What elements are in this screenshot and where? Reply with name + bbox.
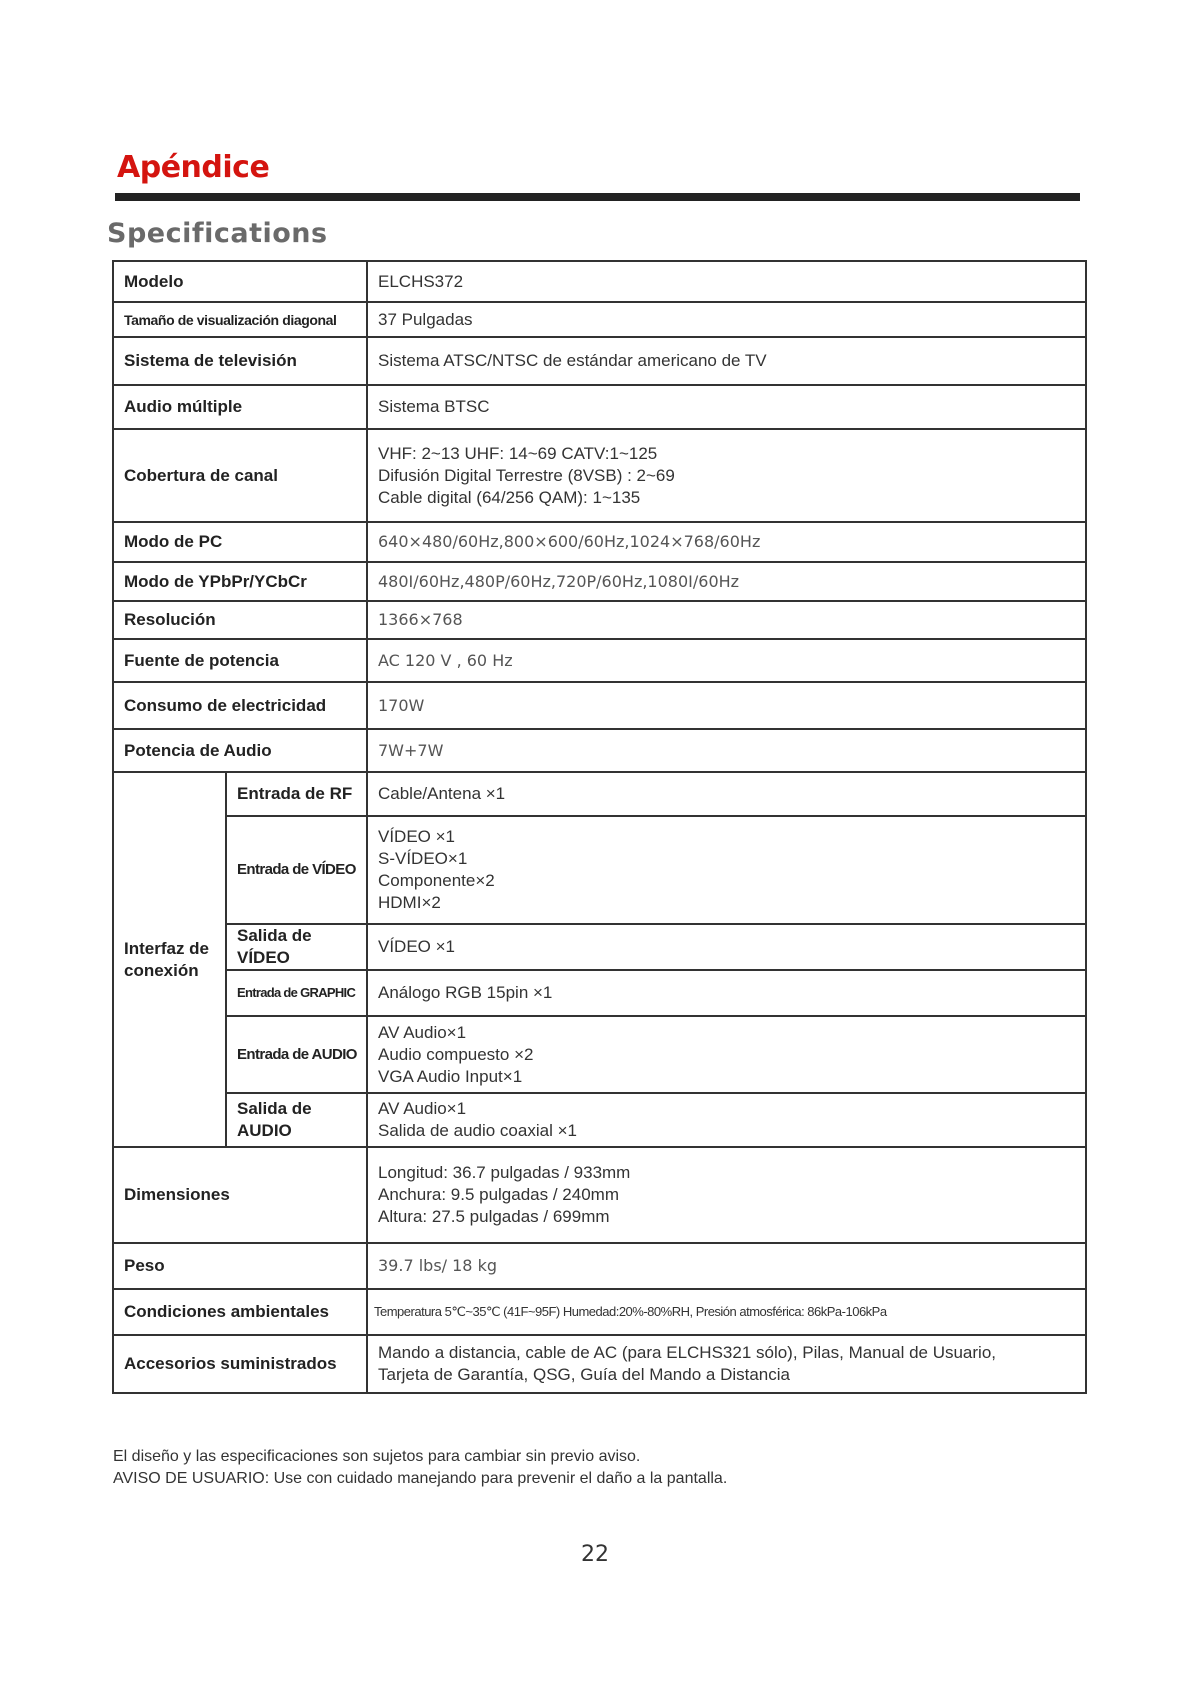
- table-row: [113, 1335, 1086, 1393]
- table-row: [113, 1147, 1086, 1243]
- table-row: [113, 385, 1086, 429]
- value-line: Salida de audio coaxial ×1: [378, 1121, 577, 1140]
- spec-value: 1366×768: [367, 601, 1086, 639]
- value-line: VHF: 2~13 UHF: 14~69 CATV:1~125: [378, 443, 658, 463]
- spec-sublabel: Salida de AUDIO: [226, 1093, 367, 1147]
- value-line: Mando a distancia, cable de AC (para ELCHS321 sólo), Pilas, Manual de Usuario,: [378, 1343, 997, 1362]
- value-line: Anchura: 9.5 pulgadas / 240mm: [378, 1185, 619, 1204]
- spec-label: Potencia de Audio: [113, 729, 367, 772]
- table-row: [113, 261, 1086, 302]
- interfaz-label-line: conexión: [124, 960, 199, 980]
- table-row: [113, 601, 1086, 639]
- interfaz-label-line: Interfaz de: [124, 938, 210, 958]
- spec-value: 640×480/60Hz,800×600/60Hz,1024×768/60Hz: [367, 522, 1086, 562]
- spec-value: [367, 1335, 1086, 1393]
- spec-label: Sistema de televisión: [113, 337, 367, 385]
- spec-value: Temperatura 5℃~35℃ (41F~95F) Humedad:20%-80%RH, Presión atmosférica: 86kPa-106kPa: [367, 1289, 1086, 1335]
- spec-value: 170W: [367, 682, 1086, 729]
- spec-label-interfaz: [113, 772, 226, 1147]
- value-line: S-VÍDEO×1: [378, 849, 468, 868]
- spec-value: [367, 429, 1086, 522]
- spec-label: Dimensiones: [113, 1147, 367, 1243]
- value-line: Altura: 27.5 pulgadas / 699mm: [378, 1207, 610, 1226]
- table-row: [113, 302, 1086, 337]
- spec-value: 480I/60Hz,480P/60Hz,720P/60Hz,1080I/60Hz: [367, 562, 1086, 601]
- value-line: Cable digital (64/256 QAM): 1~135: [378, 487, 641, 507]
- page-title: Apéndice: [117, 150, 270, 185]
- table-row: [113, 337, 1086, 385]
- value-line: VGA Audio Input×1: [378, 1066, 523, 1086]
- footnote: [113, 1446, 727, 1490]
- value-line: Componente×2: [378, 871, 495, 890]
- value-line: Audio compuesto ×2: [378, 1044, 534, 1064]
- page-number: 22: [581, 1542, 609, 1567]
- value-line: Tarjeta de Garantía, QSG, Guía del Mando a Distancia: [378, 1365, 790, 1384]
- table-row: [113, 970, 1086, 1016]
- spec-value: ELCHS372: [367, 261, 1086, 302]
- table-row: [113, 1016, 1086, 1093]
- value-line: Análogo RGB 15pin ×1: [378, 983, 553, 1002]
- spec-sublabel: Entrada de AUDIO: [226, 1016, 367, 1093]
- section-subtitle: Specifications: [107, 218, 328, 249]
- spec-label: Resolución: [113, 601, 367, 639]
- value-line: VÍDEO ×1: [378, 937, 456, 956]
- table-row: [113, 729, 1086, 772]
- value-line: Difusión Digital Terrestre (8VSB) : 2~69: [378, 465, 675, 485]
- footnote-line: El diseño y las especificaciones son sujetos para cambiar sin previo aviso.: [113, 1448, 641, 1465]
- spec-value: Sistema ATSC/NTSC de estándar americano de TV: [367, 337, 1086, 385]
- spec-label: Fuente de potencia: [113, 639, 367, 682]
- spec-value: [367, 1016, 1086, 1093]
- value-line: Longitud: 36.7 pulgadas / 933mm: [378, 1163, 631, 1182]
- spec-sublabel: Entrada de VÍDEO: [226, 816, 367, 924]
- footnote-line: AVISO DE USUARIO: Use con cuidado manejando para prevenir el daño a la pantalla.: [113, 1470, 728, 1487]
- table-row: [113, 816, 1086, 924]
- spec-sublabel: Salida de VÍDEO: [226, 924, 367, 970]
- title-divider: [115, 193, 1080, 201]
- value-line: VÍDEO ×1: [378, 827, 456, 846]
- spec-label: Condiciones ambientales: [113, 1289, 367, 1335]
- table-row: [113, 562, 1086, 601]
- spec-value: [367, 924, 1086, 970]
- spec-label: Cobertura de canal: [113, 429, 367, 522]
- spec-value: [367, 1093, 1086, 1147]
- value-line: AV Audio×1: [378, 1022, 467, 1042]
- spec-value: [367, 816, 1086, 924]
- spec-label: Modo de PC: [113, 522, 367, 562]
- value-line: HDMI×2: [378, 893, 441, 912]
- table-row: [113, 682, 1086, 729]
- table-row: [113, 924, 1086, 970]
- spec-label: Peso: [113, 1243, 367, 1289]
- table-row: [113, 429, 1086, 522]
- spec-sublabel: Entrada de GRAPHIC: [226, 970, 367, 1016]
- spec-label: Tamaño de visualización diagonal: [113, 302, 367, 337]
- spec-label: Modelo: [113, 261, 367, 302]
- spec-sublabel: Entrada de RF: [226, 772, 367, 816]
- spec-label: Consumo de electricidad: [113, 682, 367, 729]
- spec-value: 39.7 lbs/ 18 kg: [367, 1243, 1086, 1289]
- spec-value: Sistema BTSC: [367, 385, 1086, 429]
- value-line: AV Audio×1: [378, 1099, 467, 1118]
- table-row: [113, 1289, 1086, 1335]
- spec-value: [367, 772, 1086, 816]
- table-row: [113, 639, 1086, 682]
- spec-label: Audio múltiple: [113, 385, 367, 429]
- table-row: [113, 522, 1086, 562]
- spec-value: [367, 1147, 1086, 1243]
- value-line: Cable/Antena ×1: [378, 784, 506, 803]
- table-row: [113, 1093, 1086, 1147]
- table-row: [113, 1243, 1086, 1289]
- spec-value: 7W+7W: [367, 729, 1086, 772]
- spec-label: Accesorios suministrados: [113, 1335, 367, 1393]
- spec-value: [367, 970, 1086, 1016]
- specifications-table: [112, 260, 1087, 1394]
- spec-value: AC 120 V , 60 Hz: [367, 639, 1086, 682]
- spec-label: Modo de YPbPr/YCbCr: [113, 562, 367, 601]
- spec-value: 37 Pulgadas: [367, 302, 1086, 337]
- table-row: [113, 772, 1086, 816]
